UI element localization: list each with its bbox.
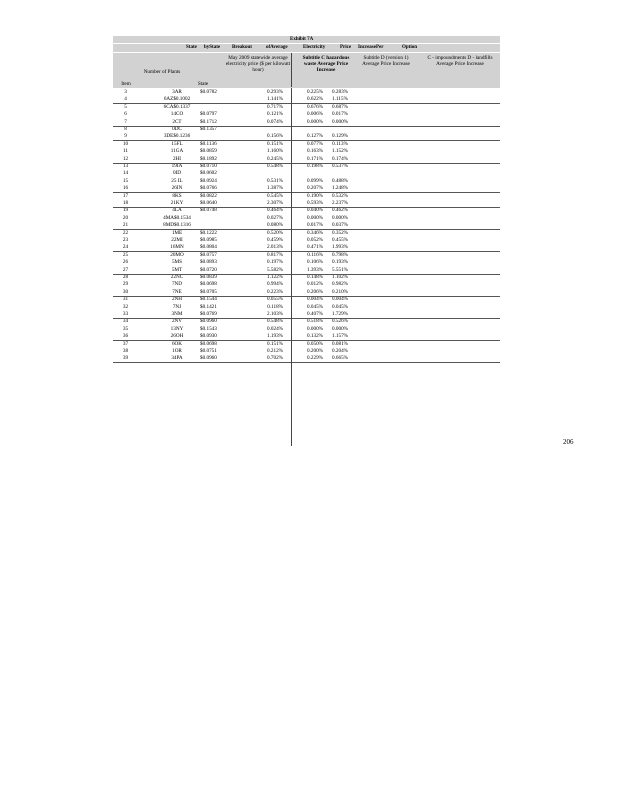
table-row [113, 148, 500, 155]
row-subtitle-d-increase: 0.000% [307, 214, 323, 221]
table-row [113, 281, 500, 288]
row-subtitle-d-increase: 0.116% [307, 251, 323, 258]
row-item-number: 22 [122, 229, 129, 236]
row-item-number: 13 [122, 163, 129, 169]
row-price: $0.1222 [200, 229, 217, 236]
row-price: $0.1544 [200, 296, 217, 303]
column-header-option-c: C - impoundments D - landfills Average Price Increase [427, 55, 493, 68]
row-subtitle-d-increase: 0.077% [307, 140, 323, 147]
row-plants-state: 4MA$0.1534 [163, 214, 191, 221]
row-subtitle-c-increase: 0.223% [267, 288, 283, 295]
row-subtitle-d-increase: 0.198% [307, 163, 323, 169]
title-word: Electricity [303, 45, 326, 50]
row-group-rule [113, 140, 500, 141]
table-row [113, 141, 500, 148]
row-option-c-increase: 0.000% [332, 118, 348, 125]
table-divider [291, 88, 292, 446]
row-item-number: 39 [122, 355, 129, 362]
row-plants-state: 1OR [172, 348, 182, 354]
row-price: $0.0766 [200, 185, 217, 192]
row-option-c-increase: 0.488% [332, 177, 348, 184]
row-item-number: 5 [124, 103, 127, 110]
table-row [113, 341, 500, 348]
row-price: $0.0757 [200, 251, 217, 258]
table-row [113, 259, 500, 266]
row-subtitle-c-increase: 2.103% [267, 311, 283, 317]
row-price: $0.0602 [200, 170, 217, 177]
row-plants-state: 0ID [172, 170, 182, 177]
row-group-rule [113, 207, 500, 208]
row-subtitle-d-increase: 0.593% [307, 200, 323, 206]
row-option-c-increase: 0.210% [332, 288, 348, 295]
row-subtitle-c-increase: 1.160% [267, 148, 283, 155]
row-subtitle-d-increase: 0.171% [307, 155, 323, 162]
row-price: $0.0797 [200, 111, 217, 118]
row-subtitle-c-increase: 0.151% [267, 340, 283, 347]
row-option-c-increase: 0.017% [332, 111, 348, 118]
table-row [113, 178, 500, 185]
row-plants-state: 20MO [170, 251, 184, 258]
row-subtitle-d-increase: 0.676% [307, 103, 323, 110]
table-row [113, 193, 500, 200]
table-row [113, 104, 500, 111]
row-price: $0.0640 [200, 200, 217, 206]
row-subtitle-c-increase: 0.717% [267, 103, 283, 110]
row-plants-state: 5MS [171, 259, 183, 266]
row-item-number: 27 [122, 266, 129, 273]
row-subtitle-d-increase: 0.045% [307, 303, 323, 310]
row-option-c-increase: 1.152% [332, 148, 348, 155]
row-option-c-increase: 0.000% [332, 325, 348, 332]
row-option-c-increase: 0.537% [332, 163, 348, 169]
row-option-c-increase: 5.551% [332, 266, 348, 273]
row-group-rule [113, 163, 500, 164]
row-subtitle-d-increase: 0.148% [307, 274, 323, 280]
row-price: $0.0960 [200, 318, 217, 325]
row-price: $0.1892 [200, 155, 217, 162]
row-plants-state: 26OH [170, 333, 184, 340]
row-subtitle-d-increase: 0.000% [307, 325, 323, 332]
row-option-c-increase: 0.081% [332, 340, 348, 347]
row-subtitle-d-increase: 0.225% [307, 89, 323, 95]
row-price: $0.1421 [200, 303, 217, 310]
row-price: $0.0839 [200, 274, 217, 280]
row-subtitle-c-increase: 5.582% [267, 266, 283, 273]
row-plants-state: 2CT [172, 118, 182, 125]
row-subtitle-c-increase: 2.013% [267, 244, 283, 251]
row-option-c-increase: 0.532% [332, 192, 348, 199]
row-group-rule [113, 229, 500, 230]
table-row [113, 252, 500, 259]
row-subtitle-c-increase: 2.307% [267, 200, 283, 206]
row-group-rule [113, 192, 500, 193]
title-word: ofAverage [266, 45, 288, 50]
row-item-number: 33 [122, 311, 129, 317]
row-plants-state: 5MT [171, 266, 183, 273]
row-plants-state: 7NJ [172, 303, 182, 310]
row-item-number: 11 [123, 148, 128, 155]
row-item-number: 15 [122, 177, 129, 184]
row-subtitle-c-increase: 0.055% [267, 296, 283, 303]
row-subtitle-d-increase: 0.518% [307, 318, 323, 325]
row-item-number: 35 [122, 325, 129, 332]
title-word: IncreasePer [358, 45, 384, 50]
row-subtitle-c-increase: 0.702% [267, 355, 283, 362]
table-row [113, 274, 500, 281]
row-price: $0.1712 [200, 118, 217, 125]
row-option-c-increase: 0.687% [332, 103, 348, 110]
row-plants-state: 7NE [172, 288, 182, 295]
column-header-subtitle-d: Subtitle D (version 1) Average Price Increase [362, 55, 410, 68]
row-subtitle-c-increase: 0.027% [267, 214, 283, 221]
row-subtitle-d-increase: 0.017% [307, 222, 323, 229]
row-option-c-increase: 0.982% [332, 281, 348, 288]
row-item-number: 37 [122, 340, 129, 347]
row-plants-state: 19IA [171, 163, 183, 169]
row-plants-state: 22MI [171, 237, 183, 243]
row-subtitle-c-increase: 0.293% [267, 89, 283, 95]
table-row [113, 318, 500, 325]
title-word: State [186, 45, 197, 50]
row-plants-state: 6OK [171, 340, 183, 347]
row-option-c-increase: 0.462% [332, 207, 348, 214]
table-row [113, 170, 500, 177]
row-option-c-increase: 1.729% [332, 311, 348, 317]
row-item-number: 7 [124, 118, 127, 125]
table-row [113, 304, 500, 311]
row-plants-state: 21KY [170, 200, 184, 206]
row-subtitle-d-increase: 0.000% [307, 118, 323, 125]
row-item-number: 9 [124, 133, 127, 140]
row-subtitle-c-increase: 0.118% [267, 303, 283, 310]
row-subtitle-c-increase: 0.531% [267, 177, 283, 184]
row-item-number: 38 [122, 348, 129, 354]
row-subtitle-d-increase: 0.052% [307, 237, 323, 243]
row-plants-state: 8KS [172, 192, 182, 199]
row-plants-state: 16MN [170, 244, 184, 251]
row-plants-state: 3NM [171, 311, 183, 317]
row-plants-state: 3AR [172, 89, 182, 95]
column-header-state: State [197, 81, 209, 87]
row-subtitle-c-increase: 0.151% [267, 140, 283, 147]
table-row [113, 215, 500, 222]
column-header-plants: Number of Plants [143, 69, 181, 75]
table-row [113, 126, 500, 133]
row-item-number: 23 [122, 237, 129, 243]
row-subtitle-c-increase: 0.197% [267, 259, 283, 266]
row-plants-state: 2NV [171, 318, 183, 325]
row-item-number: 31 [122, 296, 129, 303]
table-row [113, 326, 500, 333]
row-price: $0.0748 [200, 207, 217, 214]
row-price: $0.0782 [200, 89, 217, 95]
row-subtitle-c-increase: 1.193% [267, 333, 283, 340]
row-price: $0.0930 [200, 333, 217, 340]
row-plants-state: 6AZ$0.1002 [163, 96, 191, 103]
table-row [113, 237, 500, 244]
row-subtitle-c-increase: 0.121% [267, 111, 283, 118]
row-subtitle-d-increase: 0.190% [307, 192, 323, 199]
row-item-number: 19 [122, 207, 129, 214]
row-option-c-increase: 0.798% [332, 251, 348, 258]
row-plants-state: 11GA [170, 148, 184, 155]
row-group-rule [113, 340, 500, 341]
table-row [113, 348, 500, 355]
row-option-c-increase: 0.004% [332, 296, 348, 303]
row-subtitle-d-increase: 0.622% [307, 96, 323, 103]
row-option-c-increase: 1.993% [332, 244, 348, 251]
row-option-c-increase: 0.352% [332, 229, 348, 236]
row-subtitle-c-increase: 0.459% [267, 237, 283, 243]
column-header-item: Item [121, 81, 131, 87]
title-word: byState [204, 45, 221, 50]
row-item-number: 26 [122, 259, 129, 266]
row-subtitle-d-increase: 0.099% [307, 177, 323, 184]
row-group-rule [113, 362, 500, 363]
row-item-number: 34 [122, 318, 129, 325]
row-item-number: 21 [122, 222, 129, 229]
row-option-c-increase: 1.157% [332, 333, 348, 340]
row-group-rule [113, 103, 500, 104]
row-plants-state: 14CO [170, 111, 184, 118]
row-option-c-increase: 0.665% [332, 355, 348, 362]
row-subtitle-d-increase: 0.106% [307, 259, 323, 266]
row-subtitle-c-increase: 0.245% [267, 155, 283, 162]
table-row [113, 89, 500, 96]
row-plants-state: 1ME [171, 229, 183, 236]
row-price: $0.0705 [200, 288, 217, 295]
row-group-rule [113, 274, 500, 275]
row-price: $0.1357 [200, 126, 217, 132]
row-item-number: 28 [122, 274, 129, 280]
row-subtitle-c-increase: 0.080% [267, 222, 283, 229]
row-subtitle-c-increase: 0.545% [267, 192, 283, 199]
row-price: $0.0710 [200, 163, 217, 169]
row-price: $0.0698 [200, 340, 217, 347]
row-price: $0.0960 [200, 355, 217, 362]
row-price: $0.0893 [200, 259, 217, 266]
row-subtitle-d-increase: 0.004% [307, 296, 323, 303]
row-plants-state: 6CA$0.1337 [163, 103, 191, 110]
row-plants-state: 34PA [171, 355, 183, 362]
title-word: Breakout [232, 45, 252, 50]
row-subtitle-d-increase: 0.346% [307, 229, 323, 236]
row-subtitle-c-increase: 1.141% [267, 96, 283, 103]
row-subtitle-c-increase: 0.548% [267, 318, 283, 325]
row-option-c-increase: 0.526% [332, 318, 348, 325]
row-subtitle-d-increase: 0.229% [307, 355, 323, 362]
row-item-number: 14 [122, 170, 129, 177]
row-price: $0.1136 [200, 140, 217, 147]
row-option-c-increase: 2.237% [332, 200, 348, 206]
row-subtitle-d-increase: 0.407% [307, 311, 323, 317]
row-item-number: 32 [122, 303, 129, 310]
row-item-number: 25 [122, 251, 129, 258]
row-group-rule [113, 318, 500, 319]
row-option-c-increase: 0.283% [332, 89, 348, 95]
row-item-number: 12 [122, 155, 129, 162]
row-item-number: 20 [122, 214, 129, 221]
row-subtitle-c-increase: 0.464% [267, 207, 283, 214]
row-option-c-increase: 0.174% [332, 155, 348, 162]
row-option-c-increase: 0.204% [332, 348, 348, 354]
title-word: Price [340, 45, 352, 50]
row-price: $0.1543 [200, 325, 217, 332]
row-item-number: 6 [124, 111, 127, 118]
row-item-number: 18 [122, 200, 129, 206]
row-item-number: 30 [122, 288, 129, 295]
row-subtitle-c-increase: 0.994% [267, 281, 283, 288]
row-group-rule [113, 126, 500, 127]
row-plants-state: 26IN [171, 185, 183, 192]
row-option-c-increase: 0.113% [332, 140, 348, 147]
row-item-number: 3 [124, 89, 127, 95]
page-number: 206 [563, 438, 574, 446]
table-row [113, 296, 500, 303]
row-subtitle-d-increase: 0.206% [307, 288, 323, 295]
row-price: $0.0751 [200, 348, 217, 354]
row-plants-state: 0DC [172, 126, 182, 132]
row-item-number: 36 [122, 333, 129, 340]
row-plants-state: 3DE$0.1236 [163, 133, 191, 140]
row-subtitle-d-increase: 0.132% [307, 333, 323, 340]
row-price: $0.0985 [200, 237, 217, 243]
row-subtitle-d-increase: 0.006% [307, 111, 323, 118]
row-subtitle-d-increase: 0.012% [307, 281, 323, 288]
row-subtitle-c-increase: 0.520% [267, 229, 283, 236]
row-item-number: 4 [124, 96, 127, 103]
row-option-c-increase: 0.045% [332, 303, 348, 310]
row-plants-state: 25 IL [171, 177, 183, 184]
row-subtitle-d-increase: 0.200% [307, 348, 323, 354]
row-subtitle-c-increase: 0.156% [267, 133, 283, 140]
row-price: $0.0804 [200, 244, 217, 251]
row-plants-state: 15FL [171, 140, 183, 147]
row-subtitle-c-increase: 0.074% [267, 118, 283, 125]
row-subtitle-c-increase: 1.122% [267, 274, 283, 280]
row-group-rule [113, 251, 500, 252]
table-row [113, 111, 500, 118]
row-plants-state: 8MD$0.1316 [163, 222, 191, 229]
row-subtitle-c-increase: 1.387% [267, 185, 283, 192]
row-price: $0.0698 [200, 281, 217, 288]
row-plants-state: 2NH [171, 296, 183, 303]
row-price: $0.0720 [200, 266, 217, 273]
row-option-c-increase: 1.115% [332, 96, 348, 103]
row-subtitle-d-increase: 0.471% [307, 244, 323, 251]
row-option-c-increase: 0.129% [332, 133, 348, 140]
table-row [113, 207, 500, 214]
row-item-number: 16 [122, 185, 129, 192]
row-price: $0.0859 [200, 148, 217, 155]
row-subtitle-d-increase: 1.393% [307, 266, 323, 273]
row-price: $0.0769 [200, 311, 217, 317]
column-header-price: May 2009 statewide average electricity price ($ per kilowatt hour) [225, 55, 291, 74]
row-subtitle-c-increase: 0.817% [267, 251, 283, 258]
row-option-c-increase: 1.102% [332, 274, 348, 280]
header-divider [291, 53, 292, 87]
row-price: $0.0924 [200, 177, 217, 184]
row-subtitle-c-increase: 0.548% [267, 163, 283, 169]
row-subtitle-d-increase: 0.127% [307, 133, 323, 140]
row-plants-state: 22NC [170, 274, 184, 280]
row-subtitle-d-increase: 0.207% [307, 185, 323, 192]
row-item-number: 29 [122, 281, 129, 288]
table-row [113, 230, 500, 237]
exhibit-label: Exhibit 7A [290, 37, 314, 42]
column-header-subtitle-c: Subtitle C hazardous waste Average Price Increase [302, 55, 350, 74]
row-plants-state: 4LA [172, 207, 182, 214]
row-item-number: 24 [122, 244, 129, 251]
row-subtitle-d-increase: 0.050% [307, 340, 323, 347]
row-option-c-increase: 0.193% [332, 259, 348, 266]
row-plants-state: 2HI [172, 155, 182, 162]
row-option-c-increase: 0.037% [332, 222, 348, 229]
row-group-rule [113, 296, 500, 297]
row-subtitle-c-increase: 0.212% [267, 348, 283, 354]
row-subtitle-c-increase: 0.024% [267, 325, 283, 332]
row-option-c-increase: 1.248% [332, 185, 348, 192]
row-option-c-increase: 0.000% [332, 214, 348, 221]
row-item-number: 10 [122, 140, 129, 147]
row-subtitle-d-increase: 0.040% [307, 207, 323, 214]
table-row [113, 163, 500, 170]
row-plants-state: 7ND [171, 281, 183, 288]
row-option-c-increase: 0.455% [332, 237, 348, 243]
row-item-number: 17 [122, 192, 129, 199]
title-word: Option [402, 45, 418, 50]
row-item-number: 8 [124, 126, 127, 132]
row-plants-state: 13NY [170, 325, 184, 332]
row-price: $0.0822 [200, 192, 217, 199]
row-subtitle-d-increase: 0.163% [307, 148, 323, 155]
